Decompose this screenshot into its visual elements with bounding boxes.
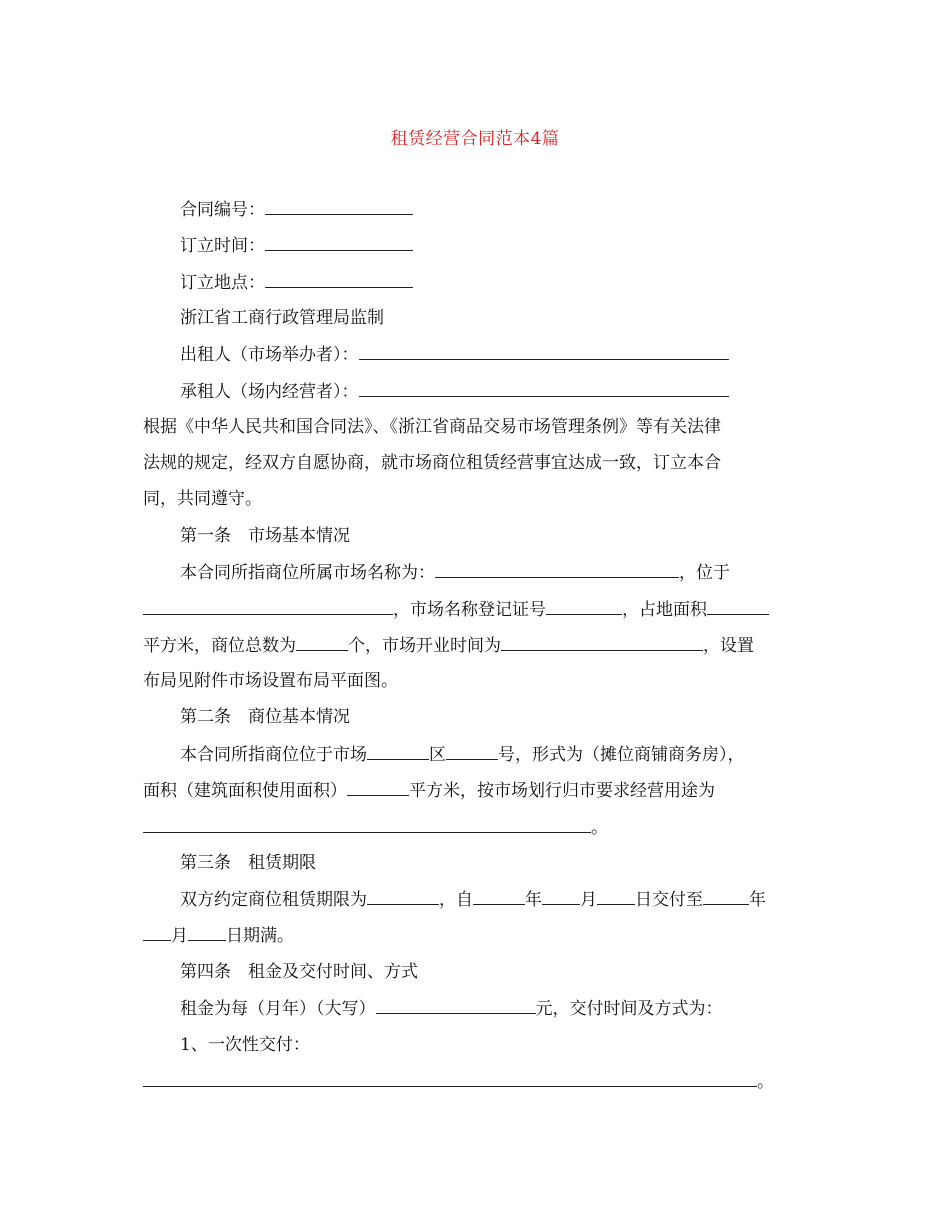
article-1-line-4: 布局见附件市场设置布局平面图。 — [143, 671, 398, 691]
article-2-line-1 — [180, 742, 745, 767]
rent-amount-blank — [376, 996, 536, 1014]
lessor-label: 出租人（市场举办者）： — [180, 345, 359, 365]
start-year-blank — [473, 887, 525, 905]
lease-term-label: 双方约定商位租赁期限为 — [180, 890, 367, 910]
stall-count-label: 平方米，商位总数为 — [143, 636, 296, 656]
article-2-line-2 — [143, 778, 715, 803]
document-title: 租赁经营合同范本4篇 — [390, 129, 560, 149]
article-1-title: 第一条 市场基本情况 — [180, 526, 350, 546]
article-2-line-3 — [143, 815, 608, 840]
opening-time-label: 个，市场开业时间为 — [348, 636, 501, 656]
stall-location-label: 本合同所指商位位于市场 — [180, 745, 367, 765]
preamble-line-3: 同，共同遵守。 — [143, 489, 262, 509]
end-day-blank — [188, 923, 226, 941]
preamble-line-2: 法规的规定，经双方自愿协商，就市场商位租赁经营事宜达成一致，订立本合 — [143, 453, 721, 473]
start-month-label: 月 — [580, 890, 597, 910]
article-2-title: 第二条 商位基本情况 — [180, 707, 350, 727]
usage-period: 。 — [591, 818, 608, 838]
market-name-label: 本合同所指商位所属市场名称为： — [180, 563, 435, 583]
stall-form-label: 号，形式为（摊位商铺商务房）， — [498, 745, 745, 765]
market-name-blank — [435, 560, 679, 578]
lease-term-blank — [367, 887, 439, 905]
registration-blank — [546, 597, 622, 615]
article-4-line-3 — [143, 1069, 774, 1094]
end-month-blank — [143, 923, 171, 941]
registration-label: ，市场名称登记证号 — [393, 600, 546, 620]
contract-number-blank — [265, 197, 413, 215]
payment-method-label: 元，交付时间及方式为： — [535, 999, 723, 1019]
lump-sum-period: 。 — [757, 1072, 774, 1092]
article-4-line-1 — [180, 996, 723, 1021]
layout-label: ，设置 — [703, 636, 754, 656]
sign-place-blank — [265, 270, 413, 288]
sign-place-label: 订立地点： — [180, 273, 265, 293]
start-year-label: 年 — [525, 890, 542, 910]
article-3-title: 第三条 租赁期限 — [180, 853, 316, 873]
start-day-blank — [597, 887, 635, 905]
lessor-line — [180, 342, 729, 367]
preamble-line-1: 根据《中华人民共和国合同法》、《浙江省商品交易市场管理条例》等有关法律 — [143, 417, 721, 437]
article-3-line-1 — [180, 887, 766, 912]
rent-label: 租金为每（月年）（大写） — [180, 999, 376, 1019]
stall-number-blank — [446, 742, 498, 760]
zone-label: 区 — [429, 745, 446, 765]
lump-sum-blank — [143, 1069, 757, 1087]
stall-count-blank — [296, 633, 348, 651]
article-4-line-2: 1、一次性交付： — [180, 1035, 310, 1055]
expiry-label: 日期满。 — [226, 926, 294, 946]
usage-blank — [143, 815, 591, 833]
zone-blank — [367, 742, 429, 760]
sign-time-line — [180, 233, 413, 258]
usage-label: 平方米，按市场划行归市要求经营用途为 — [409, 781, 715, 801]
sign-time-blank — [265, 233, 413, 251]
from-label: ，自 — [439, 890, 473, 910]
contract-number-label: 合同编号： — [180, 200, 265, 220]
end-year-label: 年 — [749, 890, 766, 910]
article-3-line-2 — [143, 923, 294, 948]
lessee-label: 承租人（场内经营者）： — [180, 382, 359, 402]
lessor-blank — [359, 342, 729, 360]
start-month-blank — [542, 887, 580, 905]
sign-time-label: 订立时间： — [180, 236, 265, 256]
located-at-label: ，位于 — [679, 563, 730, 583]
supervisor-line: 浙江省工商行政管理局监制 — [180, 308, 384, 328]
stall-area-label: 面积（建筑面积使用面积） — [143, 781, 347, 801]
delivery-to-label: 日交付至 — [635, 890, 703, 910]
sign-place-line — [180, 270, 413, 295]
lessee-blank — [359, 379, 729, 397]
end-month-label: 月 — [171, 926, 188, 946]
article-4-title: 第四条 租金及交付时间、方式 — [180, 962, 418, 982]
area-blank — [707, 597, 769, 615]
stall-area-blank — [347, 778, 409, 796]
opening-time-blank — [501, 633, 703, 651]
article-1-line-2 — [143, 597, 769, 622]
contract-number-line — [180, 197, 413, 222]
area-label: ，占地面积 — [622, 600, 707, 620]
lessee-line — [180, 379, 729, 404]
article-1-line-1 — [180, 560, 730, 585]
location-blank — [143, 597, 393, 615]
end-year-blank — [703, 887, 749, 905]
article-1-line-3 — [143, 633, 754, 658]
